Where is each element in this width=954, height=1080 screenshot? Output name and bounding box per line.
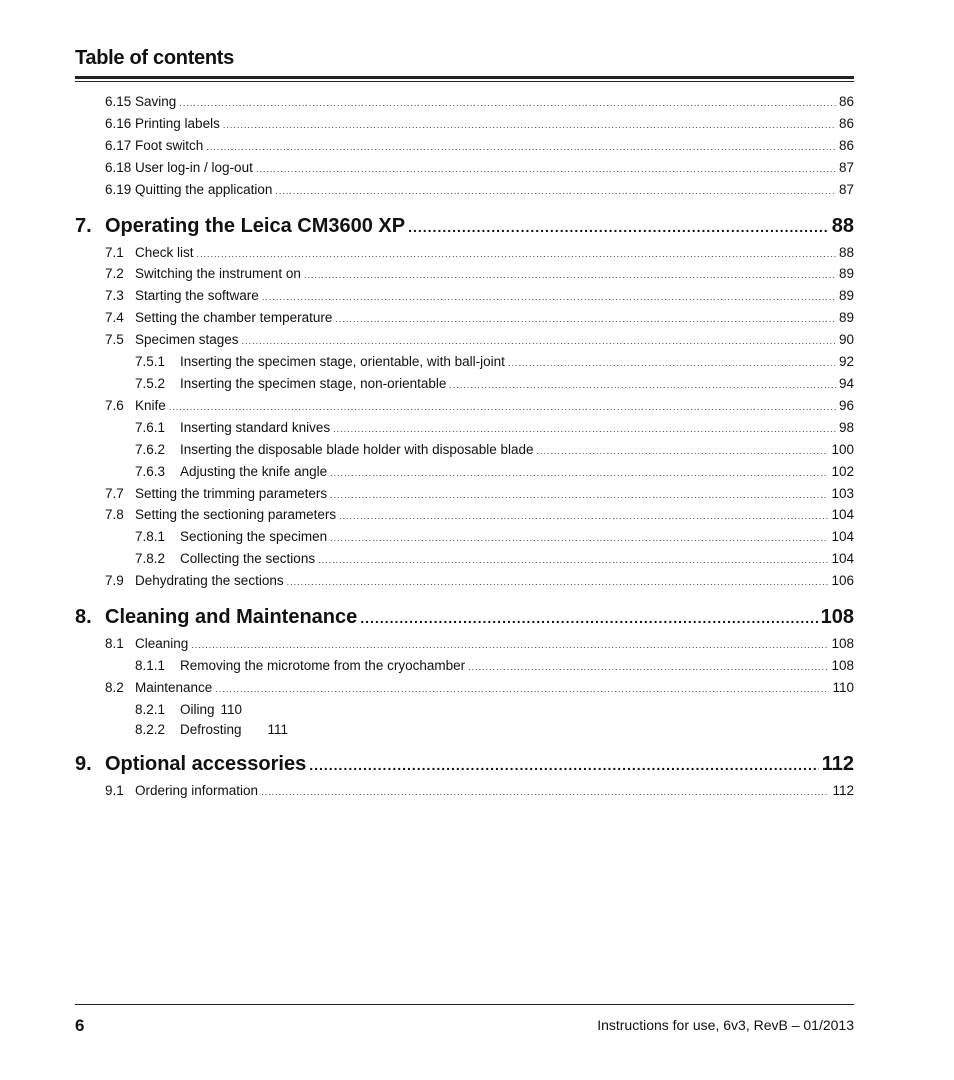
toc-entry-title: 6.18 User log-in / log-out (105, 159, 253, 175)
dot-leader (309, 751, 819, 779)
chapter-title: Cleaning and Maintenance (105, 606, 358, 629)
toc-entry[interactable] (75, 286, 854, 308)
section-page: 103 (831, 485, 854, 501)
dot-leader (242, 332, 836, 352)
subsection-title: Sectioning the specimen (180, 529, 328, 545)
section-number: 7.5 (105, 332, 124, 348)
subsection-number: 8.2.2 (135, 721, 166, 737)
dot-leader (191, 636, 828, 656)
dot-leader (339, 507, 828, 527)
toc-chapter-7[interactable] (75, 212, 854, 241)
section-number: 7.2 (105, 266, 124, 282)
section-title: Dehydrating the sections (135, 573, 284, 589)
dot-leader (330, 464, 828, 484)
section-title: Cleaning (135, 636, 189, 652)
toc-entry[interactable] (75, 136, 854, 158)
subsection-title: Inserting the disposable blade holder with disposable blade (180, 441, 534, 457)
section-title: Setting the sectioning parameters (135, 507, 337, 523)
table-of-contents (75, 92, 854, 802)
section-number: 8.1 (105, 636, 124, 652)
dot-leader (197, 245, 836, 265)
subsection-number: 7.5.1 (135, 354, 166, 370)
toc-entry[interactable] (75, 264, 854, 286)
toc-entry[interactable] (75, 158, 854, 180)
dot-leader (287, 573, 829, 593)
section-page: 106 (831, 573, 854, 589)
dot-leader (449, 376, 836, 396)
subsection-page: 111 (267, 721, 289, 737)
subsection-title: Inserting the specimen stage, non-orientable (180, 375, 447, 391)
dot-leader (360, 604, 817, 632)
section-page: 96 (838, 397, 854, 413)
section-number: 7.1 (105, 244, 124, 260)
subsection-number: 7.6.1 (135, 419, 166, 435)
subsection-page: 94 (838, 375, 854, 391)
toc-entry[interactable] (75, 330, 854, 352)
dot-leader (179, 94, 836, 114)
section-number: 7.8 (105, 507, 124, 523)
dot-leader (318, 551, 828, 571)
dot-leader (333, 420, 836, 440)
section-number: 7.9 (105, 573, 124, 589)
chapter-number: 8. (75, 606, 92, 629)
toc-entry-title: 6.16 Printing labels (105, 115, 220, 131)
section-page: 104 (831, 507, 854, 523)
dot-leader (275, 182, 836, 202)
subsection-title: Removing the microtome from the cryochamber (180, 657, 466, 673)
toc-entry-page: 87 (838, 159, 854, 175)
subsection-title: Inserting the specimen stage, orientable, with ball-joint (180, 354, 505, 370)
section-title: Setting the chamber temperature (135, 310, 333, 326)
dot-leader (169, 398, 836, 418)
subsection-title: Defrosting (180, 721, 242, 737)
toc-entry-title: 6.17 Foot switch (105, 137, 204, 153)
dot-leader (223, 116, 836, 136)
toc-entry[interactable] (75, 352, 854, 374)
toc-entry[interactable] (75, 114, 854, 136)
subsection-title: Inserting standard knives (180, 419, 331, 435)
dot-leader (215, 680, 829, 700)
chapter-number: 7. (75, 214, 92, 237)
subsection-page: 98 (838, 419, 854, 435)
section-number: 7.4 (105, 310, 124, 326)
subsection-number: 8.2.1 (135, 701, 166, 717)
section-page: 88 (838, 244, 854, 260)
footer-rule (75, 1004, 854, 1005)
toc-entry[interactable] (75, 92, 854, 114)
subsection-title: Adjusting the knife angle (180, 463, 328, 479)
toc-entry[interactable] (75, 180, 854, 202)
footer-page-number: 6 (75, 1016, 85, 1035)
section-page: 112 (832, 782, 854, 798)
dot-leader (330, 529, 828, 549)
chapter-title: Operating the Leica CM3600 XP (105, 214, 406, 237)
toc-entry[interactable] (75, 700, 854, 720)
toc-entry[interactable] (75, 571, 854, 593)
toc-entry[interactable] (75, 374, 854, 396)
subsection-title: Oiling (180, 701, 215, 717)
section-title: Specimen stages (135, 332, 239, 348)
chapter-title: Optional accessories (105, 752, 307, 775)
toc-entry[interactable] (75, 656, 854, 678)
toc-entry-page: 86 (838, 115, 854, 131)
section-title: Knife (135, 397, 166, 413)
section-number: 7.3 (105, 288, 124, 304)
subsection-page: 104 (831, 551, 854, 567)
toc-chapter-8[interactable] (75, 603, 854, 632)
toc-entry[interactable] (75, 418, 854, 440)
toc-entry[interactable] (75, 781, 854, 803)
dot-leader (262, 288, 836, 308)
page-title: Table of contents (75, 47, 234, 69)
toc-entry[interactable] (75, 462, 854, 484)
subsection-page: 100 (831, 441, 854, 457)
toc-entry[interactable] (75, 484, 854, 506)
section-number: 8.2 (105, 679, 124, 695)
toc-entry[interactable] (75, 527, 854, 549)
dot-leader (261, 783, 829, 803)
section-title: Check list (135, 244, 194, 260)
section-page: 89 (838, 266, 854, 282)
section-title: Switching the instrument on (135, 266, 301, 282)
toc-entry[interactable] (75, 678, 854, 700)
subsection-number: 8.1.1 (135, 657, 166, 673)
footer-document-info: Instructions for use, 6v3, RevB – 01/2013 (597, 1017, 854, 1033)
header-rule-thin (75, 81, 854, 82)
section-page: 110 (832, 679, 854, 695)
section-page: 89 (838, 288, 854, 304)
toc-chapter-9[interactable] (75, 750, 854, 779)
dot-leader (256, 160, 836, 180)
toc-entry-page: 86 (838, 137, 854, 153)
toc-entry-title: 6.19 Quitting the application (105, 181, 273, 197)
chapter-page: 112 (821, 752, 854, 775)
section-number: 9.1 (105, 782, 124, 798)
toc-entry[interactable] (75, 243, 854, 265)
toc-entry[interactable] (75, 505, 854, 527)
page-header (75, 44, 854, 72)
toc-entry[interactable] (75, 720, 854, 740)
section-title: Starting the software (135, 288, 259, 304)
chapter-page: 88 (831, 214, 854, 237)
subsection-page: 104 (831, 529, 854, 545)
section-title: Setting the trimming parameters (135, 485, 328, 501)
subsection-page: 110 (220, 701, 243, 717)
toc-entry[interactable] (75, 549, 854, 571)
subsection-title: Collecting the sections (180, 551, 316, 567)
chapter-number: 9. (75, 752, 92, 775)
toc-entry-page: 87 (838, 181, 854, 197)
toc-entry[interactable] (75, 634, 854, 656)
section-page: 108 (831, 636, 854, 652)
subsection-number: 7.8.1 (135, 529, 166, 545)
chapter-page: 108 (820, 606, 854, 629)
dot-leader (537, 442, 829, 462)
subsection-page: 108 (831, 657, 854, 673)
subsection-number: 7.6.2 (135, 441, 166, 457)
subsection-number: 7.5.2 (135, 375, 166, 391)
dot-leader (508, 354, 836, 374)
dot-leader (335, 310, 836, 330)
section-title: Ordering information (135, 782, 259, 798)
subsection-page: 92 (838, 354, 854, 370)
dot-leader (468, 658, 828, 678)
dot-leader (408, 213, 829, 241)
toc-entry-title: 6.15 Saving (105, 94, 177, 109)
section-page: 90 (838, 332, 854, 348)
section-number: 7.6 (105, 397, 124, 413)
section-title: Maintenance (135, 679, 213, 695)
toc-entry[interactable] (75, 440, 854, 462)
toc-entry[interactable] (75, 308, 854, 330)
toc-entry-page: 86 (838, 94, 854, 109)
subsection-number: 7.6.3 (135, 463, 166, 479)
subsection-number: 7.8.2 (135, 551, 166, 567)
subsection-page: 102 (831, 463, 854, 479)
dot-leader (304, 266, 836, 286)
toc-entry[interactable] (75, 396, 854, 418)
header-rule-thick (75, 76, 854, 79)
dot-leader (330, 486, 828, 506)
section-page: 89 (838, 310, 854, 326)
dot-leader (206, 138, 836, 158)
section-number: 7.7 (105, 485, 124, 501)
